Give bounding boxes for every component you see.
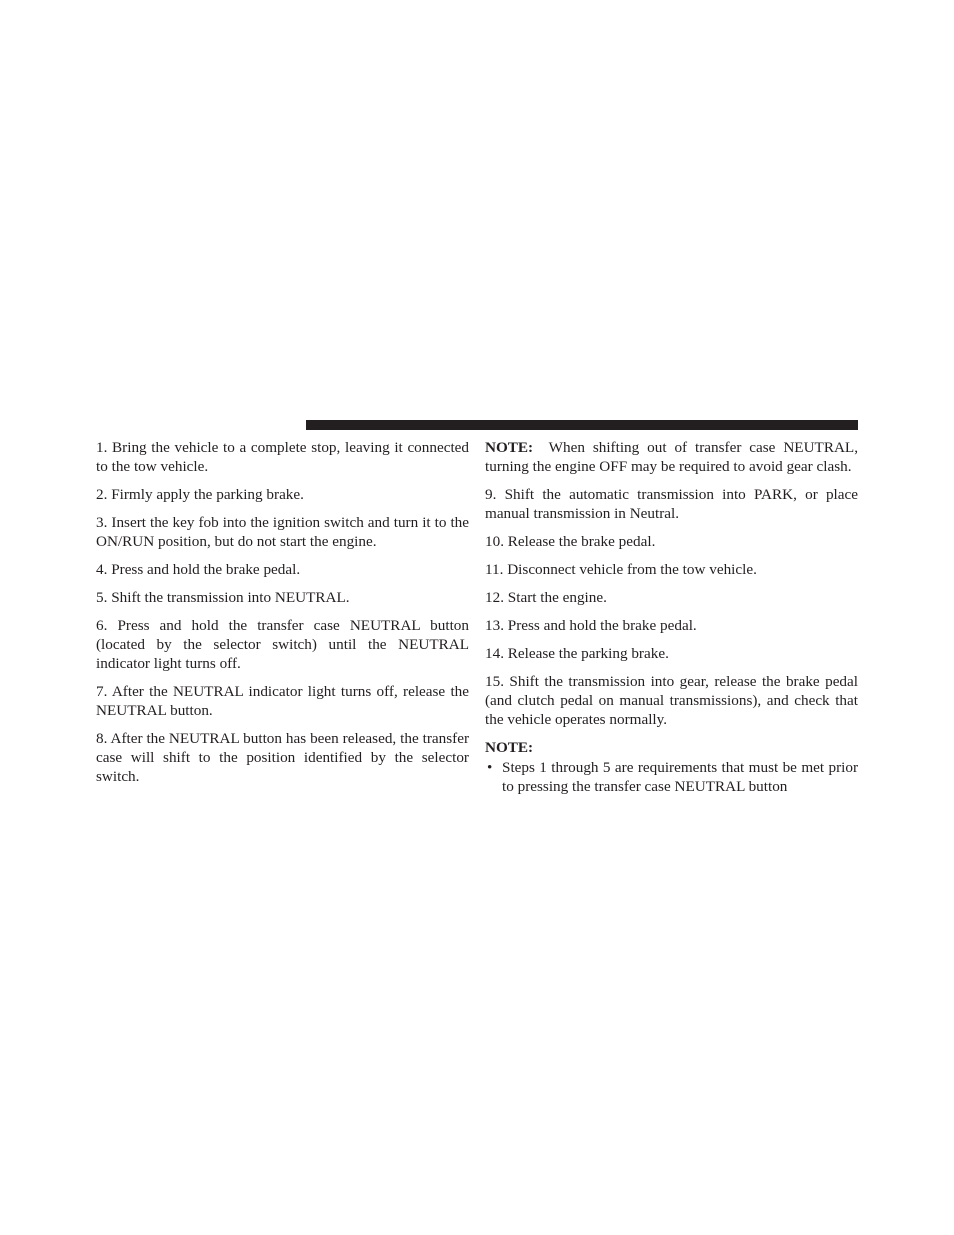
step-13: 13. Press and hold the brake pedal. [485, 617, 697, 634]
step-10: 10. Release the brake pedal. [485, 533, 656, 550]
header-rule [306, 420, 858, 430]
step-4: 4. Press and hold the brake pedal. [96, 561, 301, 578]
note-label: NOTE: [485, 439, 534, 456]
step-7: 7. After the NEUTRAL indicator light turns off, release the NEUTRAL button. [96, 683, 469, 719]
step-9: 9. Shift the automatic transmission into PARK, or place manual transmission in Neutral. [485, 486, 858, 522]
note-text: When shifting out of transfer case NEUTRAL, turning the engine OFF may be required to avoid gear clash. [485, 439, 858, 475]
note-heading: NOTE: [485, 739, 534, 756]
step-15: 15. Shift the transmission into gear, release the brake pedal (and clutch pedal on manual transmissions), and check that the vehicle operates normally. [485, 673, 858, 728]
step-5: 5. Shift the transmission into NEUTRAL. [96, 589, 350, 606]
step-6: 6. Press and hold the transfer case NEUTRAL button (located by the selector switch) until the NEUTRAL indicator light turns off. [96, 617, 469, 672]
right-column [485, 438, 858, 796]
step-2: 2. Firmly apply the parking brake. [96, 486, 304, 503]
bullet-text: Steps 1 through 5 are requirements that must be met prior to pressing the transfer case NEUTRAL button [502, 759, 858, 795]
note-shifting [485, 438, 858, 476]
left-column [96, 438, 469, 795]
step-14: 14. Release the parking brake. [485, 645, 669, 662]
step-3: 3. Insert the key fob into the ignition switch and turn it to the ON/RUN position, but do not start the engine. [96, 514, 469, 550]
note-bullet-item [485, 758, 858, 796]
step-8: 8. After the NEUTRAL button has been released, the transfer case will shift to the position identified by the selector switch. [96, 730, 469, 785]
step-1: 1. Bring the vehicle to a complete stop, leaving it connected to the tow vehicle. [96, 439, 469, 475]
step-12: 12. Start the engine. [485, 589, 607, 606]
step-11: 11. Disconnect vehicle from the tow vehicle. [485, 561, 757, 578]
bullet-icon: • [487, 759, 493, 776]
